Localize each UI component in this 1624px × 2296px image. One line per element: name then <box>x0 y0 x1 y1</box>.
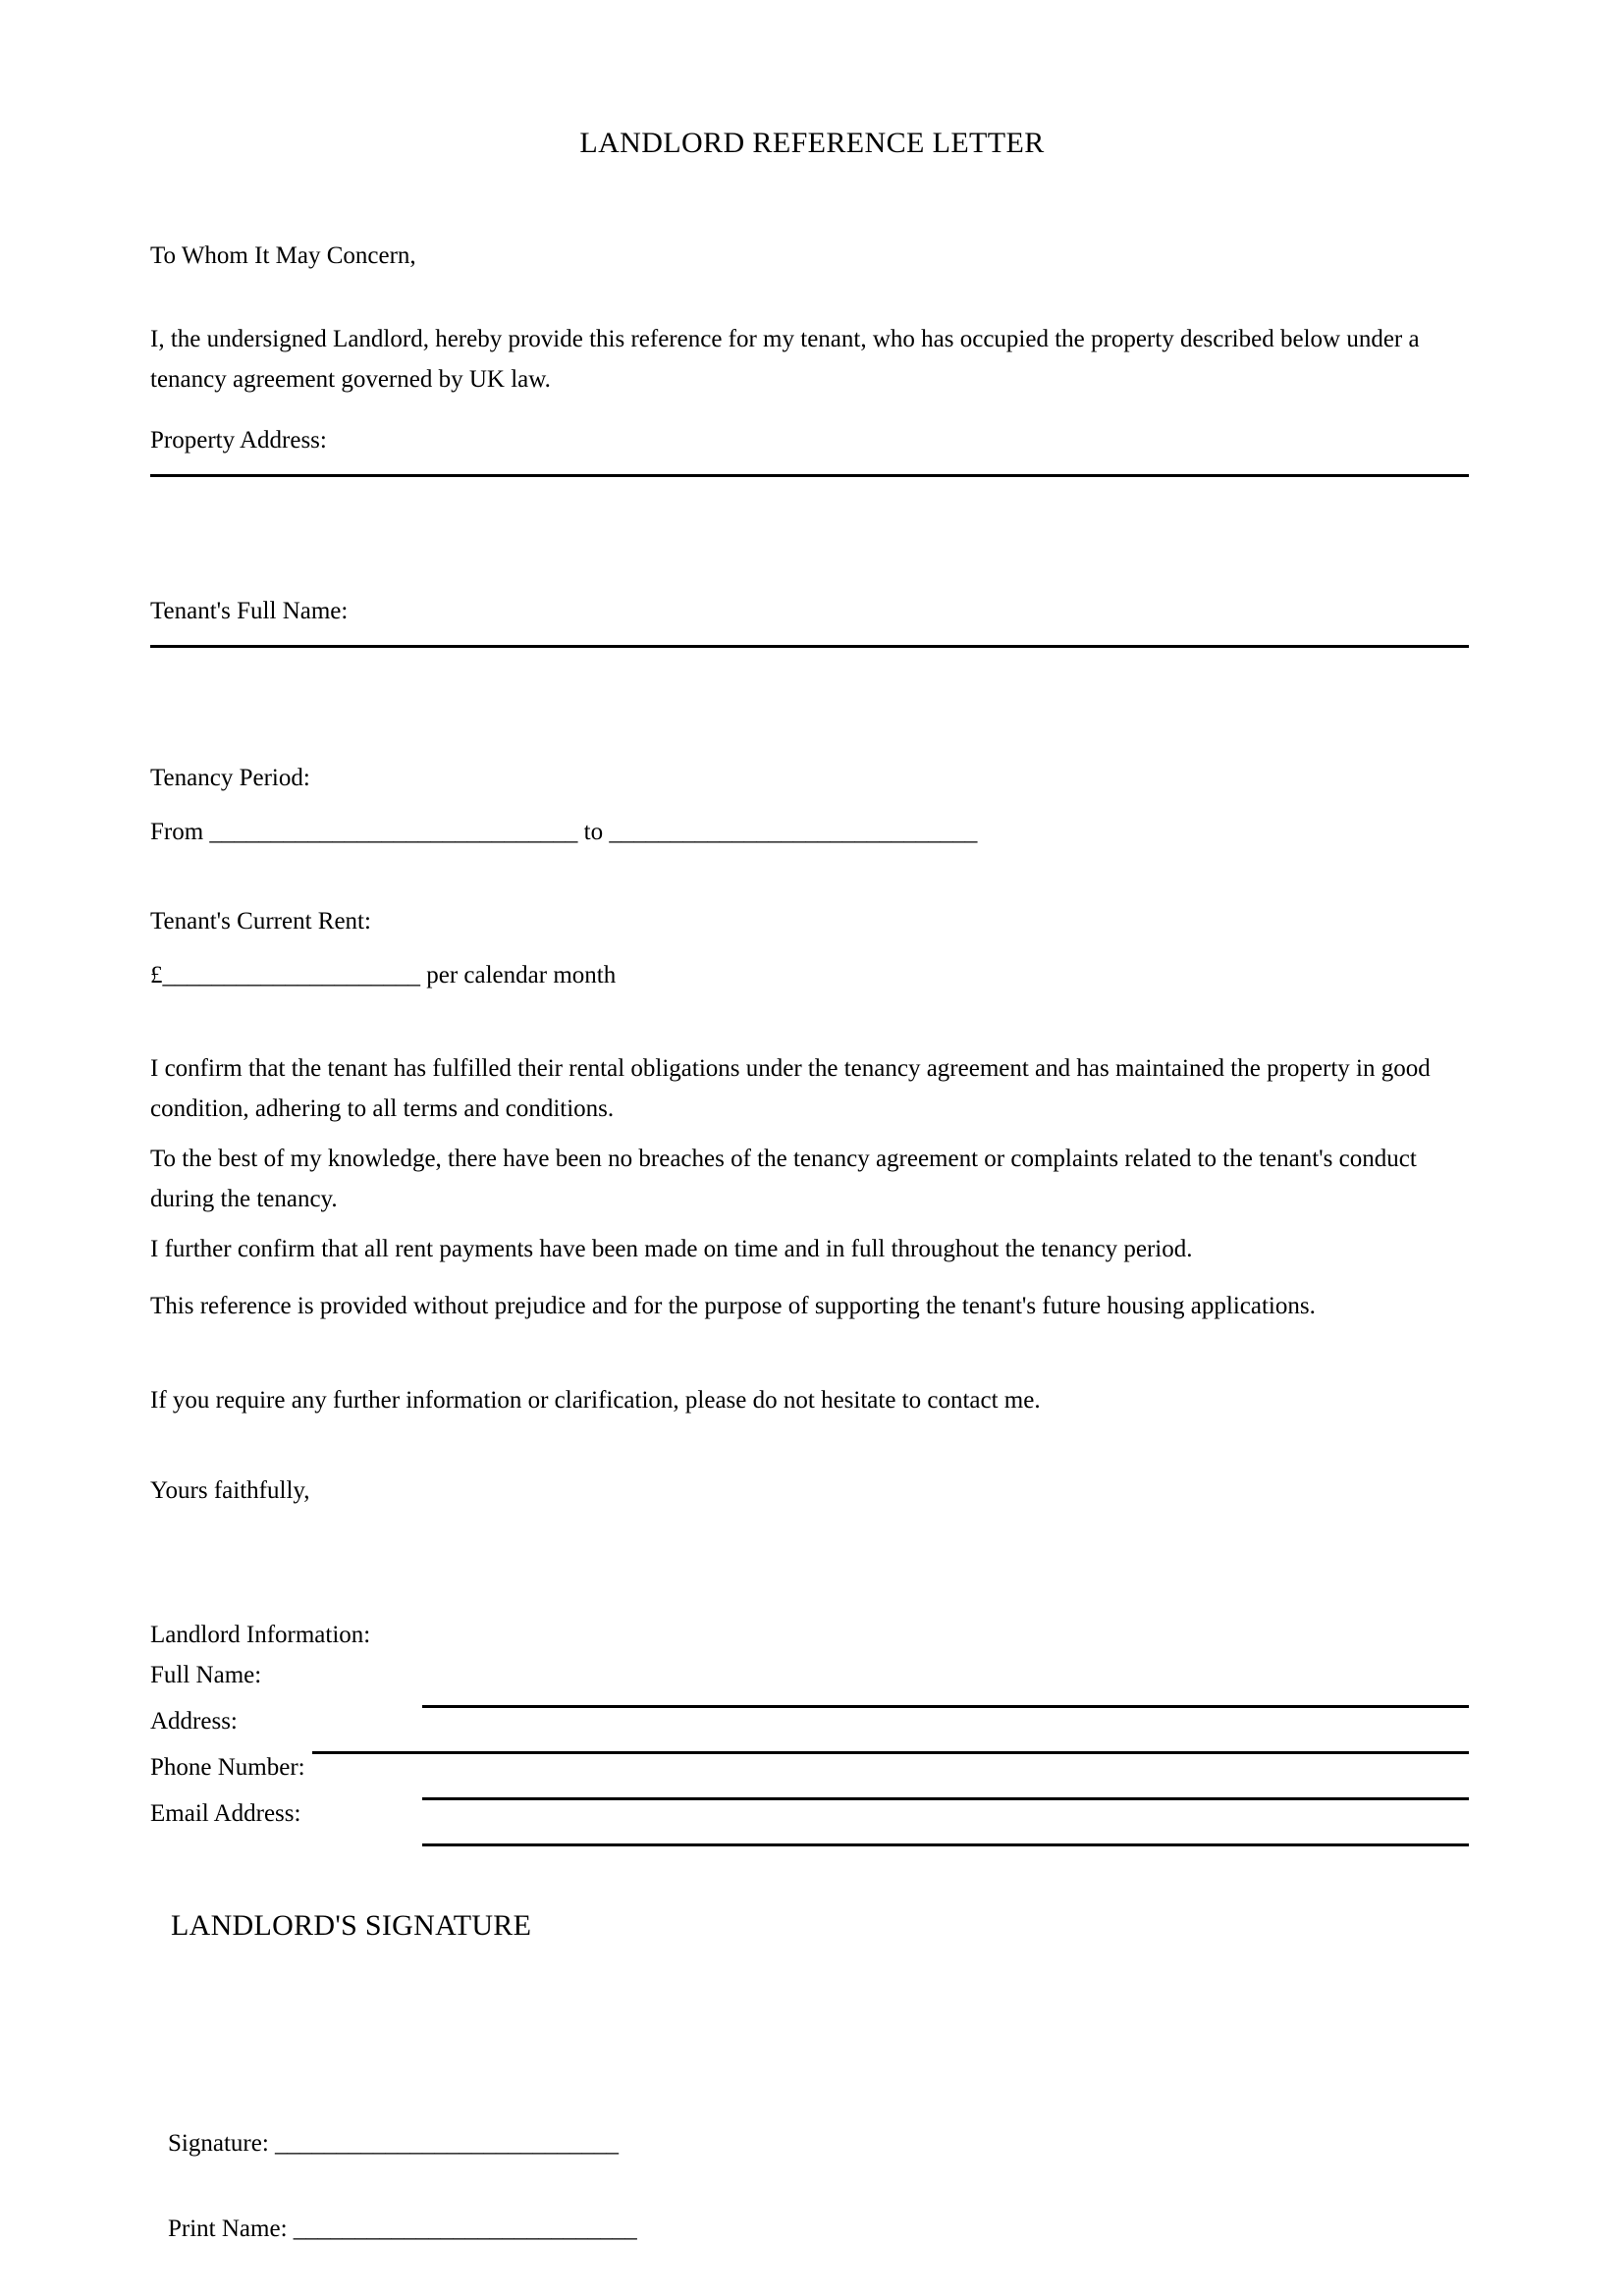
body-paragraph-1: I confirm that the tenant has fulfilled their rental obligations under the tenancy agreement and has maintained the property in good condition, adhering to all terms and conditions. <box>150 1055 1431 1122</box>
landlord-full-name-input-rule[interactable] <box>422 1705 1469 1708</box>
landlord-phone-label: Phone Number: <box>150 1754 305 1781</box>
property-address-label: Property Address: <box>150 427 327 454</box>
closing-text: Yours faithfully, <box>150 1477 310 1504</box>
body-paragraph-2: To the best of my knowledge, there have been no breaches of the tenancy agreement or complaints related to the tenant's conduct during the tenancy. <box>150 1146 1417 1212</box>
rent-input-line[interactable]: £_____________________ per calendar month <box>150 962 617 988</box>
tenancy-period-label: Tenancy Period: <box>150 765 310 791</box>
salutation-text: To Whom It May Concern, <box>150 242 416 269</box>
signature-input-line[interactable]: Signature: ____________________________ <box>168 2130 620 2157</box>
rent-label: Tenant's Current Rent: <box>150 908 371 934</box>
landlord-information-heading: Landlord Information: <box>150 1622 371 1648</box>
landlord-phone-input-rule[interactable] <box>422 1797 1469 1800</box>
landlord-full-name-label: Full Name: <box>150 1662 262 1688</box>
landlord-email-label: Email Address: <box>150 1800 301 1827</box>
body-paragraph-3: I further confirm that all rent payments have been made on time and in full throughout the tenancy period. <box>150 1236 1193 1262</box>
tenancy-period-input-line[interactable]: From ______________________________ to ______________________________ <box>150 819 978 845</box>
landlord-email-input-rule[interactable] <box>422 1843 1469 1846</box>
signature-section-heading: LANDLORD'S SIGNATURE <box>171 1909 532 1942</box>
tenant-name-input-rule[interactable] <box>150 645 1469 648</box>
print-name-input-line[interactable]: Print Name: ____________________________ <box>168 2216 637 2242</box>
contact-paragraph: If you require any further information or clarification, please do not hesitate to contact me. <box>150 1387 1041 1414</box>
body-paragraph-4: This reference is provided without prejudice and for the purpose of supporting the tenant's future housing applications. <box>150 1293 1316 1319</box>
page-title: LANDLORD REFERENCE LETTER <box>579 127 1045 159</box>
property-address-input-rule[interactable] <box>150 474 1469 477</box>
tenant-name-label: Tenant's Full Name: <box>150 598 349 624</box>
intro-paragraph: I, the undersigned Landlord, hereby provide this reference for my tenant, who has occupied the property described below under a tenancy agreement governed by UK law. <box>150 326 1420 393</box>
landlord-address-label: Address: <box>150 1708 238 1735</box>
landlord-address-input-rule[interactable] <box>312 1751 1469 1754</box>
